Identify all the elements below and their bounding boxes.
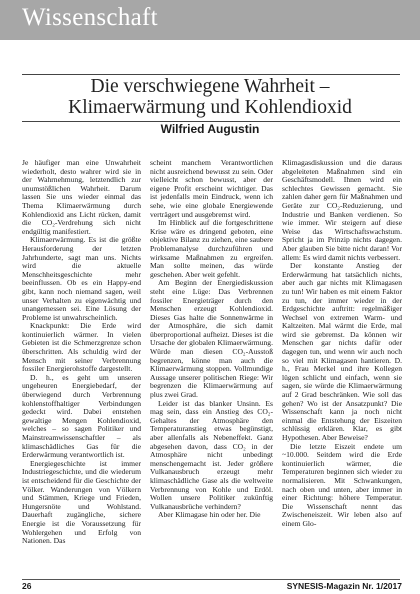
paragraph: Leider ist das blanker Unsinn. Es mag sein, dass ein Anstieg des CO₂-Gehaltes der Atmosphäre den Temperaturanstieg etwas begünstigt, aber allenfalls als Nebeneffekt. Ganz abgesehen davon, dass CO₂ in der Atmosphäre nicht unbedingt menschengemacht ist. Jeder größere Vulkanausbruch erzeugt mehr klimaschädliche Gase als die weltweite Verbrennung von Kohle und Erdöl. Wollen unsere Politiker zukünftig Vulkanausbrüche verhindern? (150, 398, 273, 511)
magazine-issue: SYNESIS-Magazin Nr. 1/2017 (286, 581, 402, 591)
text-column-1 (22, 159, 141, 546)
title-rule-top (22, 74, 400, 75)
paragraph: Im Hinblick auf die fortgeschrittene Krise wäre es dringend geboten, eine objektive Bilanz zu ziehen, eine saubere Problemanalyse durchzuführen und wirksame Maßnahmen zu ergreifen. Man sollte meinen, das würde geschehen. Aber weit gefehlt. (150, 218, 273, 279)
paragraph: Die letzte Eiszeit endete um ~10.000. Seitdem wird die Erde kontinuierlich wärmer, die Temperaturen beginnen sich wieder zu normalisieren. Mit Schwankungen, nach oben und unten, aber immer in einer Richtung: höhere Temperatur. Die Wissenschaft nennt das Zwischeneiszeit. Wir leben also auf einem Glo- (282, 441, 402, 528)
paragraph: Am Beginn der Energiediskussion steht eine Lüge: Das Verbrennen fossiler Energieträger durch den Menschen erzeugt Kohlendioxid. Dieses Gas halte die Sonnenwärme in der Atmosphäre, die sich damit überproportional aufheizt. Dieses ist die Ursache der globalen Klimaerwärmung. Würde man diesen CO₂-Ausstoß begrenzen, könne man auch die Klimaerwärmung stoppen. Vollmundige Aussage unserer politischen Riege: Wir begrenzen die Klimaerwärmung auf plus zwei Grad. (150, 278, 273, 400)
paragraph: Klimagasdiskussion und die daraus abgeleiteten Maßnahmen sind ein Geschäftsmodell. Ihnen wird ein schlechtes Gewissen gemacht. Sie zahlen daher gern für Maßnahmen und Geräte zur CO₂-Reduzierung, und Industrie und Banken verdienen. So wie immer. Wir steigern auf diese Weise das Wirtschaftswachstum. Spricht ja im Prinzip nichts dagegen. Aber glauben Sie bitte nicht daran! Vor allem: Es wird damit nichts verbessert. (282, 158, 402, 262)
paragraph: Je häufiger man eine Unwahrheit wiederholt, desto wahrer wird sie in der Wahrnehmung, letztendlich zur unumstößlichen Wahrheit. Darum lassen Sie uns wieder einmal das Thema Klimaerwärmung durch Kohlendioxid ans Licht rücken, damit die CO₂-Verdrehung sich nicht endgültig manifestiert. (22, 158, 141, 236)
page-number: 26 (22, 581, 32, 591)
paragraph: Aber Klimagase hin oder her. Die (158, 510, 261, 520)
paragraph: Knackpunkt: Die Erde wird kontinuierlich wärmer. In vielen Gebieten ist die Schmerzgrenze schon überschritten. Als schuldig wird der Mensch mit seiner Verbrennung fossiler Energierohstoffe dargestellt. (22, 321, 141, 374)
paragraph: Der konstante Anstieg der Erderwärmung hat tatsächlich nichts, aber auch gar nichts mit Klimagasen zu tun! Wir haben es mit einem Faktor zu tun, der immer wieder in der Erdgeschichte auftritt: regelmäßiger Wechsel von extremen Warm- und Kaltzeiten. Mal wärmt die Erde, mal wird sie gebremst. Da können wir Menschen gar nichts dafür oder dagegen tun, und wenn wir auch noch so viel mit Klimagasen hantieren. D. h., Frau Merkel und ihre Kollegen lügen schlicht und einfach, wenn sie sagen, sie würde die Klimaerwärmung auf 2 Grad beschränken. Wie soll das gehen? Wo ist der Ansatzpunkt? Die Wissenschaft kann ja noch nicht einmal die Entstehung der Eiszeiten schlüssig erklären. Klar, es gibt Hypothesen. Aber Beweise? (282, 261, 402, 442)
article-title-line-2: Klimaerwärmung und Kohlendioxid (68, 97, 352, 118)
text-column-3 (282, 159, 402, 529)
section-header-bar (0, 0, 420, 40)
article-title-line-1: Die verschwiegene Wahrheit – (90, 76, 330, 97)
paragraph: Energiegeschichte ist immer Industriegeschichte, und die wiederum ist entscheidend für die Geschichte der Völker. Wanderungen von Völkern und Stämmen, Kriege und Frieden, Hungersnöte und Wohlstand. Dauerhaft zugängliche, sichere Energie ist die Voraussetzung für Wohlergehen und Erfolg von Nationen. Das (22, 458, 141, 546)
section-label: Wissenschaft (22, 4, 158, 31)
paragraph: D. h., es geht um unseren ungeheuren Energiebedarf, der überwiegend durch Verbrennung kohlenstoffhaltiger Verbindungen gedeckt wird. Dabei entstehen gewaltige Mengen Kohlendioxid, welches – so sagen Politiker und Mainstreamwissenschaftler – als klimaschädliches Gas für die Erderwärmung verantwortlich ist. (22, 372, 141, 460)
footer-rule (22, 579, 400, 580)
paragraph: scheint manchem Verantwortlichen nicht ausreichend bewusst zu sein. Oder vielleicht schon bewusst, aber der eigene Profit erscheint wichtiger. Das ist jedenfalls mein Eindruck, wenn ich sehe, wie eine globale Energiewende verträgert und ausgebremst wird. (150, 158, 273, 219)
text-column-2 (150, 159, 273, 520)
author-name: Wilfried Augustin (160, 122, 260, 136)
paragraph: Klimaerwärmung. Es ist die größte Herausforderung der letzten Jahrhunderte, sagt man uns. Nichts wird die aktuelle Menschheitsgeschichte mehr beeinflussen. Ob es ein Happy-end gibt, kann noch niemand sagen, weil unser Verhalten zu eigenwächtig und unangemessen sei. Eine Lösung der Probleme ist unwahrscheinlich. (22, 235, 141, 322)
